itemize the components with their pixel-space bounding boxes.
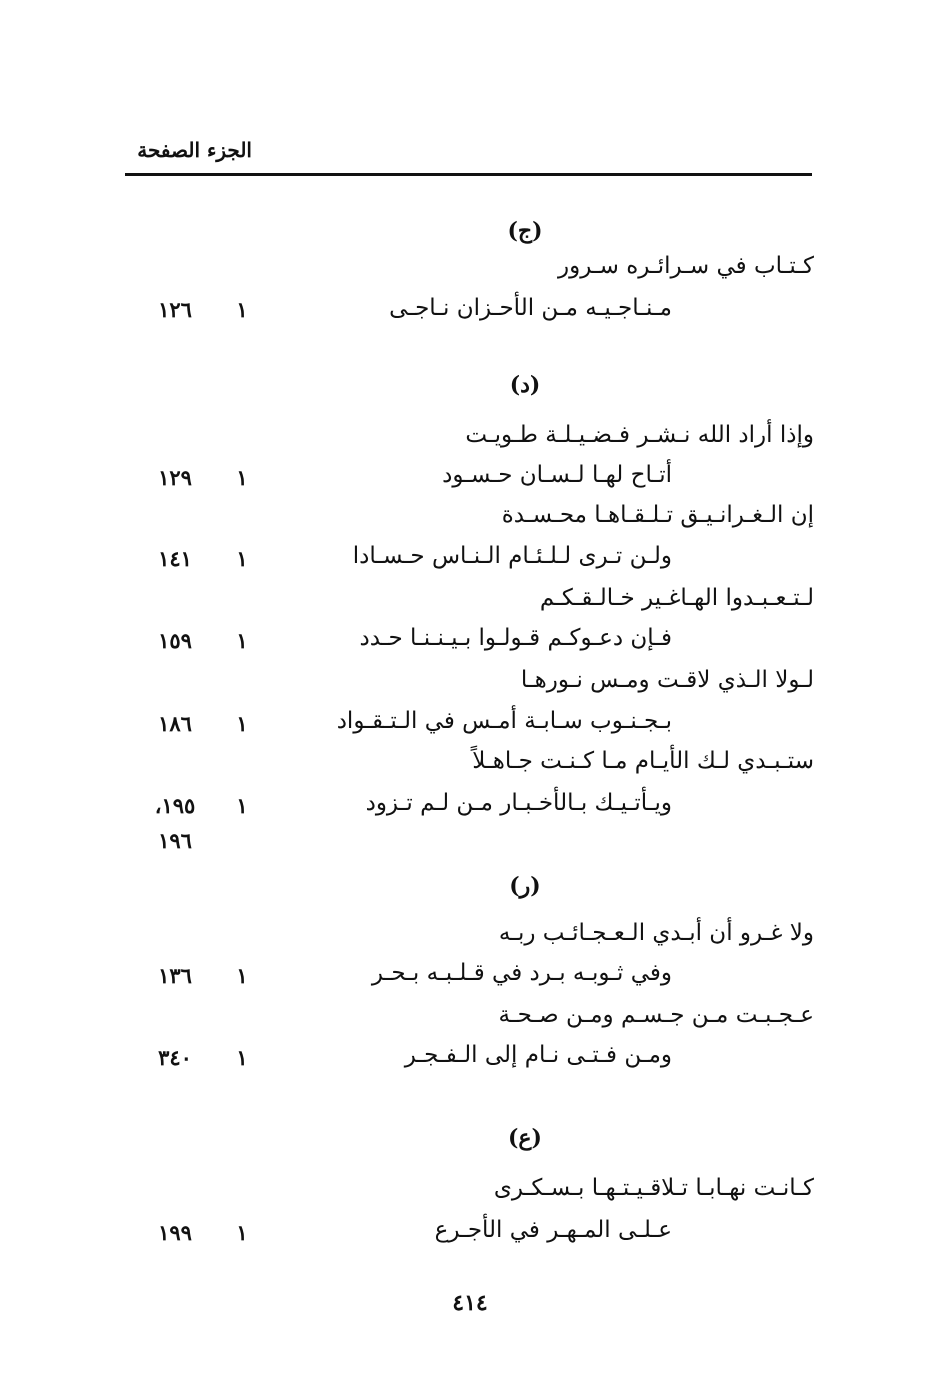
volume-number: ١	[236, 711, 248, 736]
volume-number: ١	[236, 297, 248, 322]
section-letter-ra: (ر)	[509, 873, 541, 899]
volume-number: ١	[236, 963, 248, 988]
page-reference: ١٩٩	[158, 1220, 192, 1245]
page-reference: ١٢٩	[158, 465, 192, 490]
page-reference: ١٢٦	[158, 297, 192, 322]
page-reference: ٣٤٠	[158, 1045, 192, 1070]
page-reference: ١٤١	[158, 546, 192, 571]
verse-first-hemistich: وإذا أراد الله نـشـر فـضـيـلـة طـويـت	[465, 422, 814, 448]
page-reference: ١٥٩	[158, 628, 192, 653]
verse-second-hemistich: بـجـنـوب سـابـة أمـس في الـتـقـواد	[336, 708, 672, 734]
page-reference: ١٩٥،	[154, 793, 196, 818]
volume-number: ١	[236, 628, 248, 653]
volume-number: ١	[236, 1045, 248, 1070]
volume-number: ١	[236, 793, 248, 818]
verse-first-hemistich: عـجـبـت مـن جـسـم ومـن صـحـة	[498, 1002, 814, 1028]
verse-second-hemistich: ولـن تـرى لـلـئـام الـنـاس حـسـادا	[352, 543, 672, 569]
verse-second-hemistich: وفي ثـوبـه بـرد في قـلـبـه بـحـر	[371, 960, 672, 986]
verse-first-hemistich: لـولا الـذي لاقـت ومـس نـورهـا	[520, 667, 814, 693]
volume-number: ١	[236, 546, 248, 571]
verse-second-hemistich: فـإن دعـوكـم قـولـوا بـيـنـنـا حـدد	[359, 625, 672, 651]
page-reference: ١٨٦	[158, 711, 192, 736]
verse-second-hemistich: ومـن فـتـى نـام إلى الـفـجـر	[404, 1042, 672, 1068]
verse-first-hemistich: كـانـت نهـابـا تـلاقـيـتـهـا بـسـكـرى	[493, 1175, 814, 1201]
volume-number: ١	[236, 465, 248, 490]
column-header: الجزء الصفحة	[137, 138, 252, 162]
section-letter-ayn: (ع)	[508, 1125, 542, 1151]
page-number: ٤١٤	[452, 1290, 488, 1316]
verse-second-hemistich: ويـأتـيـك بـالأخـبـار مـن لـم تـزود	[365, 790, 672, 816]
verse-second-hemistich: مـنـاجـيـه مـن الأحـزان نـاجـى	[389, 295, 672, 321]
volume-number: ١	[236, 1220, 248, 1245]
verse-second-hemistich: عـلـى المـهـر في الأجـرع	[434, 1217, 672, 1243]
verse-first-hemistich: كـتـاب في سـرائـره سـرور	[557, 253, 814, 279]
verse-first-hemistich: إن الـغـرانـيـق تـلـقـاهـا محـسـدة	[501, 502, 814, 528]
header-rule	[125, 173, 812, 176]
section-letter-jim: (ج)	[507, 218, 543, 244]
verse-second-hemistich: أتـاح لهـا لـسـان حـسـود	[442, 462, 672, 488]
verse-first-hemistich: لـتـعـبـدوا الهـاغـير خـالـقـكـم	[539, 585, 814, 611]
page-reference: ١٣٦	[158, 963, 192, 988]
section-letter-dal: (د)	[509, 372, 541, 398]
verse-first-hemistich: ولا غـرو أن أبـدي الـعـجـائـب ربـه	[498, 920, 814, 946]
page-reference-continued: ١٩٦	[158, 828, 192, 853]
verse-first-hemistich: ستـبـدي لـك الأيـام مـا كـنـت جـاهـلاً	[472, 748, 814, 774]
